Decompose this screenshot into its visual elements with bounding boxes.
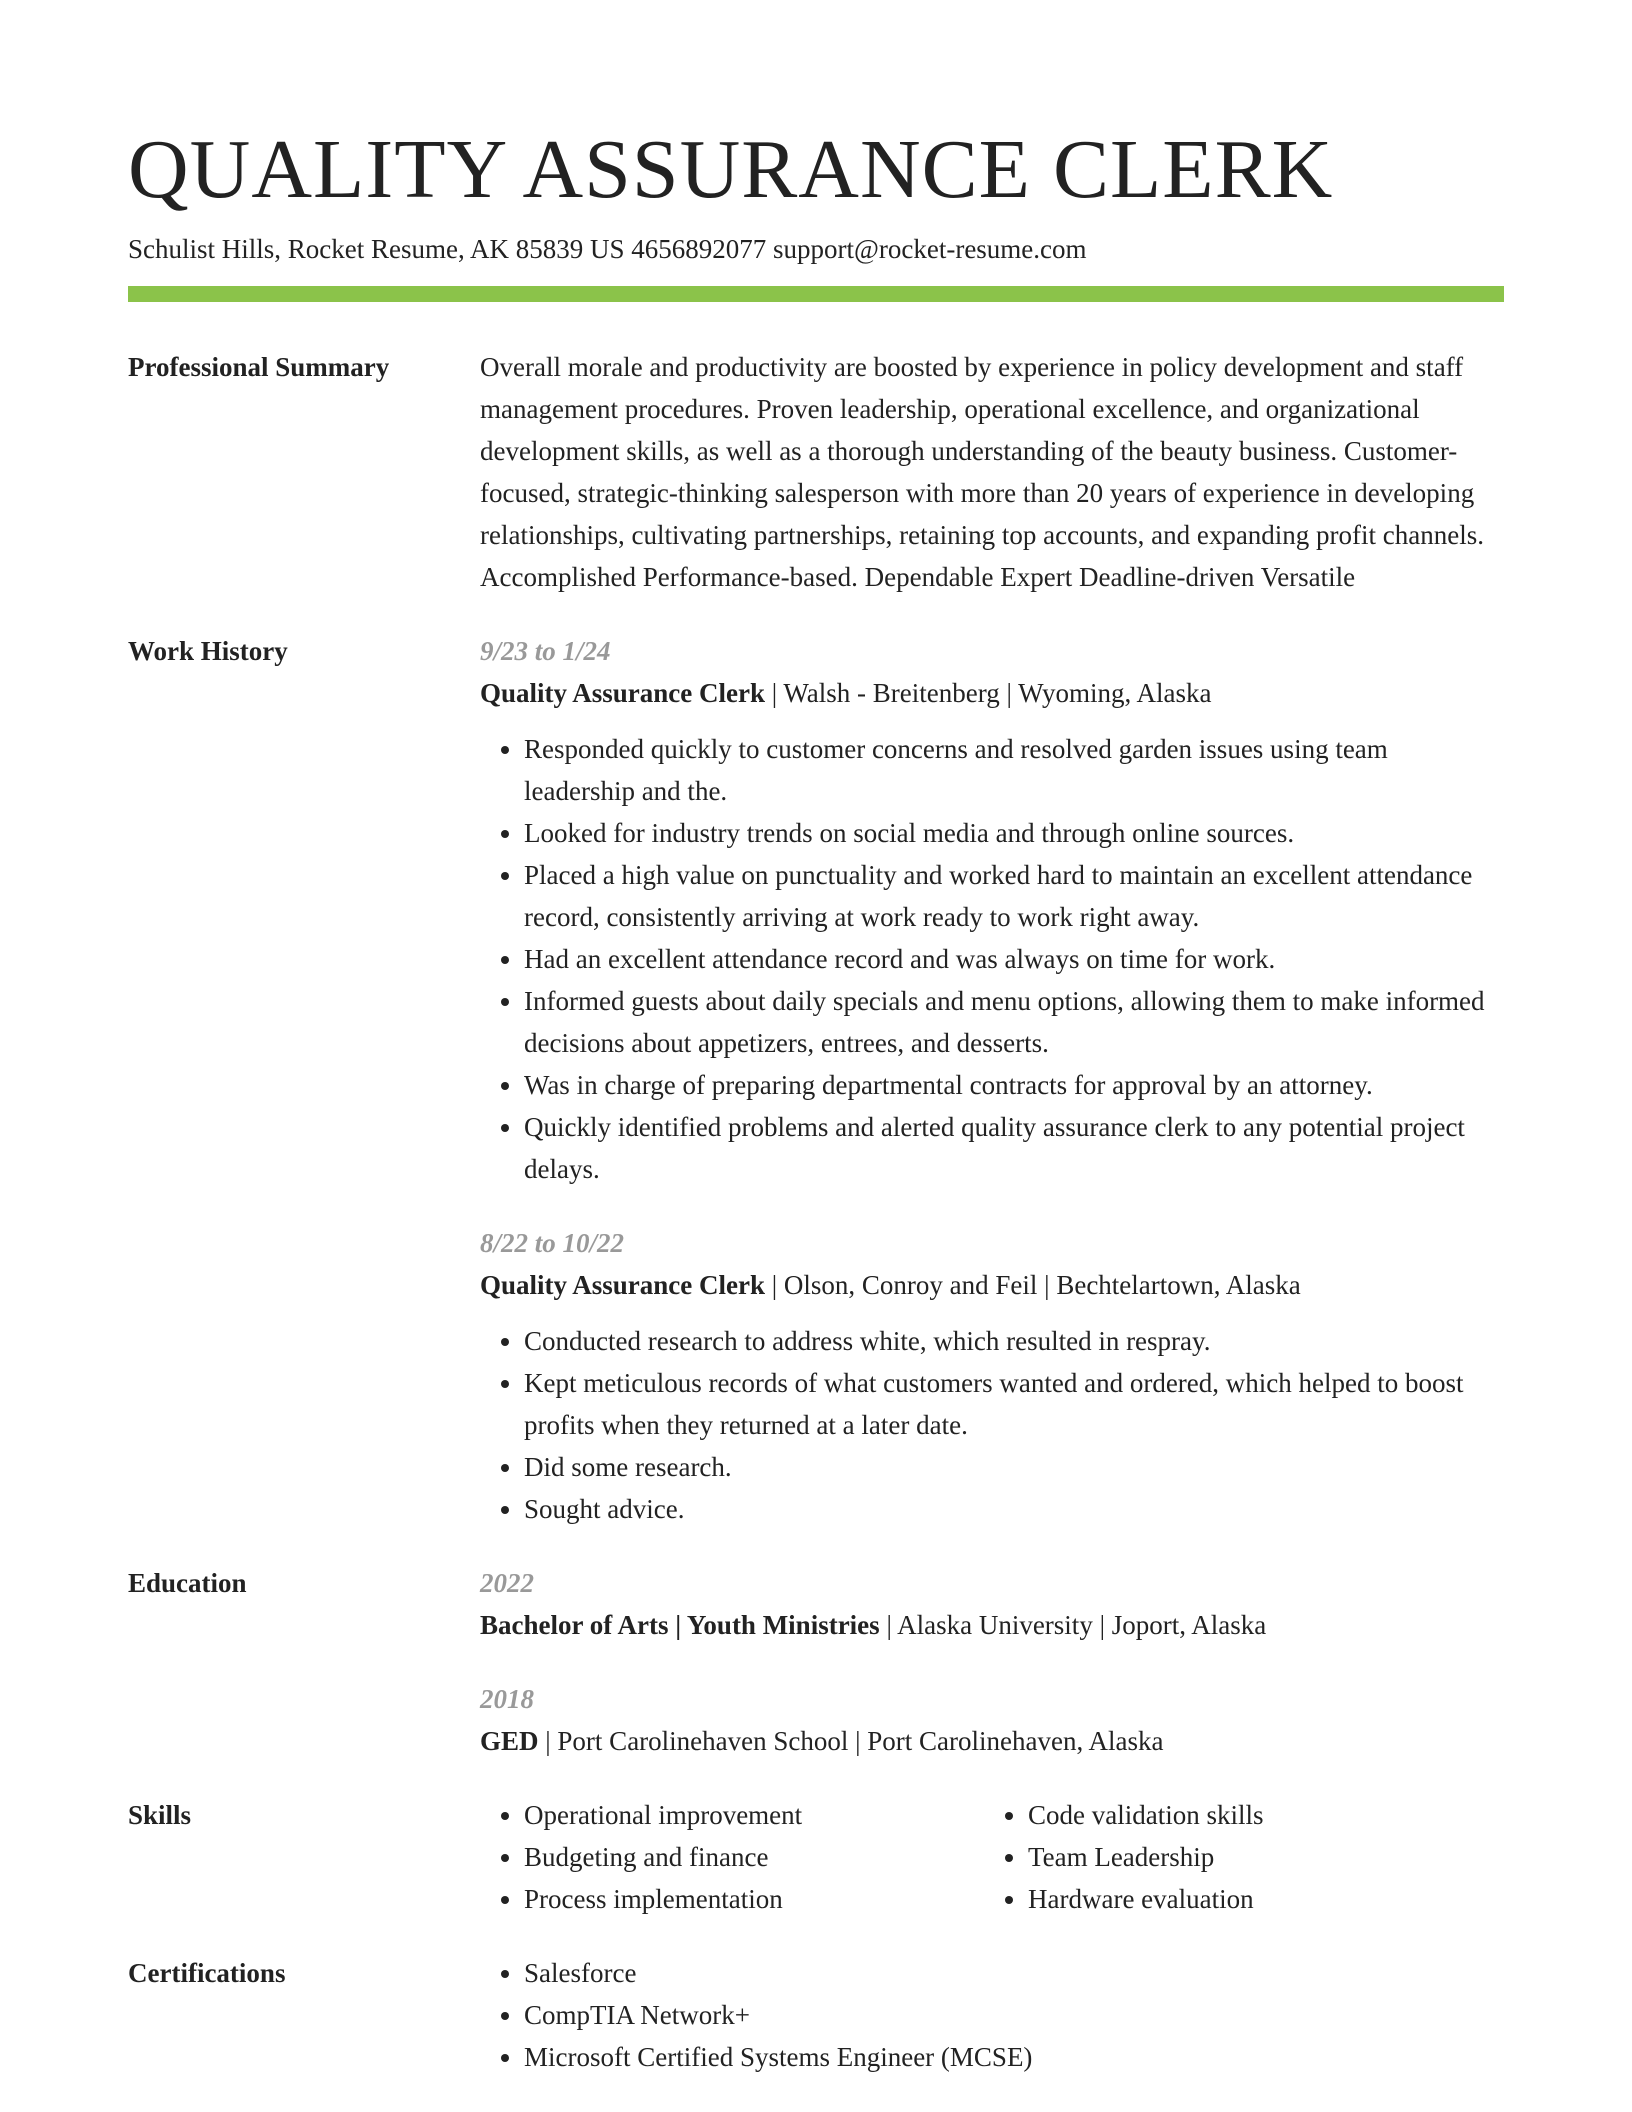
accent-divider [128,286,1504,302]
list-item: • Was in charge of preparing departmental contracts for approval by an attorney. [524,1064,1504,1106]
section-label-summary: Professional Summary [128,352,390,382]
section-label-education: Education [128,1568,247,1598]
job-details: | Walsh - Breitenberg | Wyoming, Alaska [765,678,1212,708]
education-entry [480,1678,1504,1762]
job-bullets [480,1320,1504,1530]
list-item: • Hardware evaluation [1028,1878,1488,1920]
resume-name: QUALITY ASSURANCE CLERK [128,123,1334,216]
list-item: • Did some research. [524,1446,1504,1488]
education-date: 2018 [480,1684,534,1714]
education-body [480,1562,1504,1762]
skills-column-2 [984,1794,1488,1920]
section-work-history [128,630,1504,1530]
education-date: 2022 [480,1568,534,1598]
list-item: • CompTIA Network+ [524,1994,1504,2036]
list-item: • Salesforce [524,1952,1504,1994]
list-item: • Process implementation [524,1878,984,1920]
education-heading [480,1604,1504,1646]
section-label-skills: Skills [128,1800,192,1830]
list-item: • Conducted research to address white, which resulted in respray. [524,1320,1504,1362]
contact-line: Schulist Hills, Rocket Resume, AK 85839 US 4656892077 support@rocket-resume.com [128,234,1087,264]
skills-body [480,1794,1504,1920]
education-details: | Alaska University | Joport, Alaska [879,1610,1267,1640]
list-item: • Team Leadership [1028,1836,1488,1878]
job-heading [480,1264,1504,1306]
list-item: • Placed a high value on punctuality and worked hard to maintain an excellent attendance record, consistently arriving at work ready to work right away. [524,854,1504,938]
list-item: • Had an excellent attendance record and was always on time for work. [524,938,1504,980]
list-item: • Informed guests about daily specials and menu options, allowing them to make informed decisions about appetizers, entrees, and desserts. [524,980,1504,1064]
resume-page [128,120,1504,2078]
education-heading [480,1720,1504,1762]
list-item: • Looked for industry trends on social media and through online sources. [524,812,1504,854]
list-item: • Responded quickly to customer concerns and resolved garden issues using team leadership and the. [524,728,1504,812]
section-summary [128,346,1504,598]
job-bullets [480,728,1504,1190]
job-entry [480,1222,1504,1530]
summary-text: Overall morale and productivity are boosted by experience in policy development and staff management procedures. Proven leadership, operational excellence, and organizational development skills, as well as a thorough understanding of the beauty business. Customer-focused, strategic-thinking salesperson with more than 20 years of experience in developing relationships, cultivating partnerships, retaining top accounts, and expanding profit channels. Accomplished Performance-based. Dependable Expert Deadline-driven Versatile [480,352,1484,592]
job-heading [480,672,1504,714]
work-history-body [480,630,1504,1530]
degree-title: GED [480,1726,539,1756]
section-skills [128,1794,1504,1920]
list-item: • Microsoft Certified Systems Engineer (MCSE) [524,2036,1504,2078]
job-date: 9/23 to 1/24 [480,636,611,666]
job-title: Quality Assurance Clerk [480,678,766,708]
skills-column-1 [480,1794,984,1920]
section-certifications [128,1952,1504,2078]
list-item: • Kept meticulous records of what customers wanted and ordered, which helped to boost profits when they returned at a later date. [524,1362,1504,1446]
job-details: | Olson, Conroy and Feil | Bechtelartown, Alaska [765,1270,1301,1300]
list-item: • Operational improvement [524,1794,984,1836]
job-entry [480,630,1504,1190]
list-item: • Budgeting and finance [524,1836,984,1878]
summary-body [480,346,1504,598]
list-item: • Code validation skills [1028,1794,1488,1836]
section-education [128,1562,1504,1762]
section-label-certifications: Certifications [128,1958,286,1988]
certifications-list [480,1952,1504,2078]
education-entry [480,1562,1504,1646]
job-date: 8/22 to 10/22 [480,1228,625,1258]
section-label-work-history: Work History [128,636,288,666]
education-details: | Port Carolinehaven School | Port Carolinehaven, Alaska [538,1726,1164,1756]
certifications-body [480,1952,1504,2078]
degree-title: Bachelor of Arts | Youth Ministries [480,1610,880,1640]
list-item: • Sought advice. [524,1488,1504,1530]
job-title: Quality Assurance Clerk [480,1270,766,1300]
list-item: • Quickly identified problems and alerted quality assurance clerk to any potential project delays. [524,1106,1504,1190]
